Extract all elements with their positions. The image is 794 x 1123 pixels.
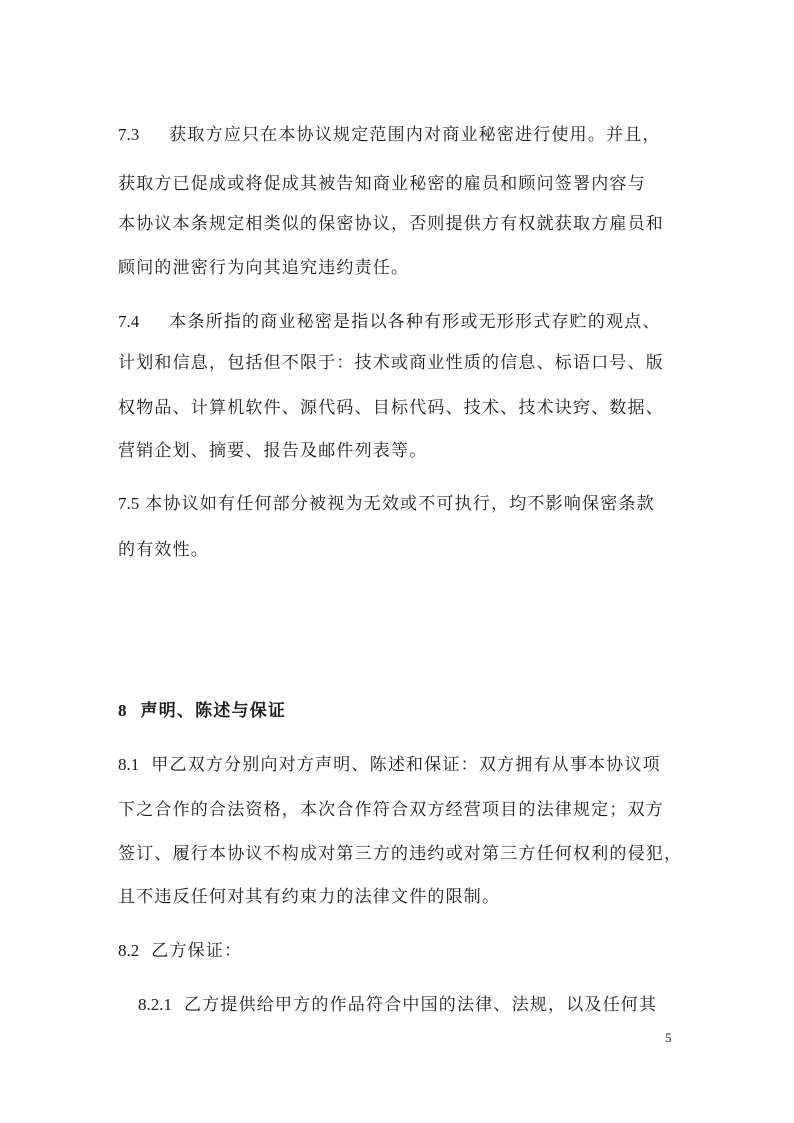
clause-7-5-line-2: 的有效性。 [118, 540, 209, 560]
clause-7-4-line-2: 计划和信息，包括但不限于：技术或商业性质的信息、标语口号、版 [118, 353, 664, 373]
clause-7-4-line-3: 权物品、计算机软件、源代码、目标代码、技术、技术诀窍、数据、 [118, 398, 664, 418]
clause-number: 8.2.1 [138, 995, 172, 1014]
clause-8-1-line-1: 8.1 甲乙双方分别向对方声明、陈述和保证：双方拥有从事本协议项 [118, 755, 661, 775]
clause-number: 8.1 [118, 755, 140, 774]
section-8-heading [118, 700, 286, 722]
clause-number: 7.5 [118, 494, 140, 513]
clause-8-1-line-2: 下之合作的合法资格，本次合作符合双方经营项目的法律规定；双方 [118, 800, 664, 820]
clause-number: 7.3 [118, 125, 140, 144]
clause-7-5-line-1: 7.5 本协议如有任何部分被视为无效或不可执行，均不影响保密条款 [118, 494, 655, 514]
heading-title: 声明、陈述与保证 [140, 701, 287, 721]
page-number: 5 [665, 1030, 672, 1045]
clause-8-1-line-4: 且不违反任何对其有约束力的法律文件的限制。 [118, 887, 501, 907]
clause-7-3-line-4: 顾问的泄密行为向其追究违约责任。 [118, 258, 410, 278]
heading-number: 8 [118, 701, 127, 720]
clause-7-3-line-3: 本协议本条规定相类似的保密协议，否则提供方有权就获取方雇员和 [118, 214, 664, 234]
clause-7-3-line-1: 7.3 获取方应只在本协议规定范围内对商业秘密进行使用。并且， [118, 125, 661, 145]
clause-number: 7.4 [118, 312, 140, 331]
clause-8-2-1: 8.2.1 乙方提供给甲方的作品符合中国的法律、法规，以及任何其 [138, 995, 658, 1015]
clause-7-4-line-1: 7.4 本条所指的商业秘密是指以各种有形或无形形式存贮的观点、 [118, 312, 661, 332]
clause-8-1-line-3: 签订、履行本协议不构成对第三方的违约或对第三方任何权利的侵犯， [118, 844, 683, 864]
clause-7-4-line-4: 营销企划、摘要、报告及邮件列表等。 [118, 441, 428, 461]
clause-7-3-line-2: 获取方已促成或将促成其被告知商业秘密的雇员和顾问签署内容与 [118, 174, 646, 194]
clause-number: 8.2 [118, 941, 140, 960]
clause-8-2: 8.2 乙方保证： [118, 941, 243, 961]
